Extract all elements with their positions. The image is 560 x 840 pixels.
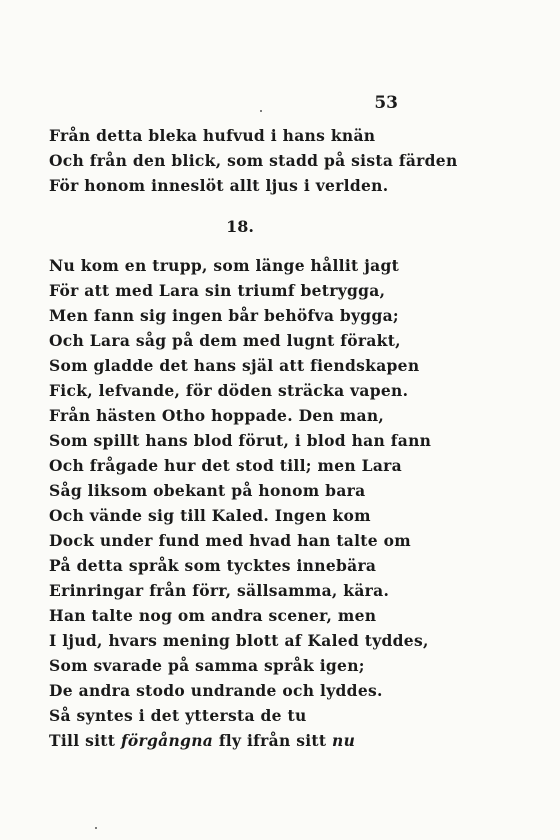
poem-line: Så syntes i det yttersta de tu: [49, 706, 307, 725]
line-text: fly ifrån sitt: [213, 731, 333, 750]
print-speck: [95, 827, 97, 829]
poem-line: Som spillt hans blod förut, i blod han fann: [49, 431, 432, 450]
poem-line-last: [49, 728, 409, 753]
poem-line: I ljud, hvars mening blott af Kaled tyddes,: [49, 631, 429, 650]
poem-line: Från detta bleka hufvud i hans knän: [49, 126, 376, 145]
poem-line: Och vände sig till Kaled. Ingen kom: [49, 506, 371, 525]
poem-line: Och från den blick, som stadd på sista färden: [49, 151, 458, 170]
poem-line: Erinringar från förr, sällsamma, kära.: [49, 581, 390, 600]
poem-line: Och frågade hur det stod till; men Lara: [49, 456, 402, 475]
poem-line: För honom inneslöt allt ljus i verlden.: [49, 176, 389, 195]
poem-line: Från hästen Otho hoppade. Den man,: [49, 406, 385, 425]
poem-line: Fick, lefvande, för döden sträcka vapen.: [49, 381, 409, 400]
poem-line: Nu kom en trupp, som länge hållit jagt: [49, 256, 400, 275]
poem-line: På detta språk som tycktes innebära: [49, 556, 377, 575]
section-number: 18.: [226, 217, 254, 236]
poem-line: De andra stodo undrande och lyddes.: [49, 681, 383, 700]
poem-line: För att med Lara sin triumf betrygga,: [49, 281, 386, 300]
poem-line: Dock under fund med hvad han talte om: [49, 531, 411, 550]
italic-word: nu: [332, 731, 356, 750]
italic-word: förgångna: [120, 731, 214, 750]
poem-line: Och Lara såg på dem med lugnt förakt,: [49, 331, 401, 350]
poem-line: Han talte nog om andra scener, men: [49, 606, 377, 625]
poem-line: Som gladde det hans själ att fiendskapen: [49, 356, 420, 375]
print-speck: [260, 110, 262, 112]
opening-stanza: [49, 123, 458, 198]
poem-line: Såg liksom obekant på honom bara: [49, 481, 366, 500]
line-text: Till sitt: [49, 731, 121, 750]
poem-line: Som svarade på samma språk igen;: [49, 656, 365, 675]
section-stanza: [49, 253, 432, 753]
page-number: 53: [374, 93, 398, 113]
poem-line: Men fann sig ingen bår behöfva bygga;: [49, 306, 399, 325]
